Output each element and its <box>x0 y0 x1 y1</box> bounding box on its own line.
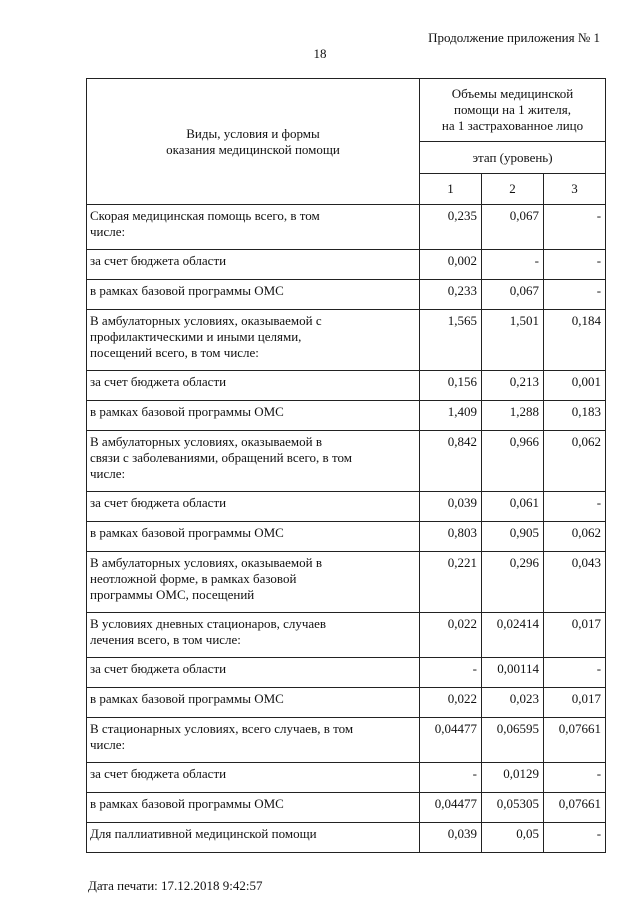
value-level-3: 0,184 <box>544 310 606 371</box>
value-level-3: - <box>544 763 606 793</box>
row-description-line: в рамках базовой программы ОМС <box>90 404 284 419</box>
value-level-3: 0,183 <box>544 401 606 431</box>
row-description-line: числе: <box>90 737 126 752</box>
row-description <box>87 205 420 250</box>
row-description-line: за счет бюджета области <box>90 374 227 389</box>
row-description-line: Для паллиативной медицинской помощи <box>90 826 317 841</box>
table-row <box>87 250 606 280</box>
table-row <box>87 552 606 613</box>
table-header <box>87 79 606 205</box>
value-level-3: - <box>544 205 606 250</box>
value-level-3: - <box>544 250 606 280</box>
row-description-line: неотложной форме, в рамках базовой <box>90 571 297 586</box>
row-description <box>87 280 420 310</box>
value-level-3: 0,017 <box>544 688 606 718</box>
value-level-1: 0,04477 <box>420 718 482 763</box>
value-level-1: 0,233 <box>420 280 482 310</box>
row-description-line: программы ОМС, посещений <box>90 587 255 602</box>
table-row <box>87 371 606 401</box>
table-row <box>87 492 606 522</box>
row-description-line: за счет бюджета области <box>90 253 227 268</box>
row-description <box>87 401 420 431</box>
table-row <box>87 718 606 763</box>
row-description-line: В амбулаторных условиях, оказываемой в <box>90 555 323 570</box>
table-row <box>87 793 606 823</box>
row-description <box>87 552 420 613</box>
value-level-1: 0,842 <box>420 431 482 492</box>
table-row <box>87 280 606 310</box>
value-level-3: 0,062 <box>544 522 606 552</box>
continuation-note: Продолжение приложения № 1 <box>428 30 600 45</box>
row-description-line: за счет бюджета области <box>90 495 227 510</box>
value-level-1: 0,221 <box>420 552 482 613</box>
volumes-header-line: помощи на 1 жителя, <box>454 102 572 117</box>
value-level-1: 0,039 <box>420 823 482 853</box>
page-number: 18 <box>313 46 327 61</box>
value-level-1: 1,409 <box>420 401 482 431</box>
row-description <box>87 522 420 552</box>
value-level-3: 0,07661 <box>544 793 606 823</box>
table-row <box>87 310 606 371</box>
value-level-1: - <box>420 763 482 793</box>
value-level-2: 0,067 <box>482 280 544 310</box>
column-header-volumes <box>420 79 606 142</box>
table-row <box>87 658 606 688</box>
value-level-3: - <box>544 823 606 853</box>
row-description-line: числе: <box>90 224 126 239</box>
row-description-line: Скорая медицинская помощь всего, в том <box>90 208 320 223</box>
row-description <box>87 431 420 492</box>
table-row <box>87 763 606 793</box>
table-row <box>87 688 606 718</box>
value-level-2: 0,067 <box>482 205 544 250</box>
value-level-1: 0,803 <box>420 522 482 552</box>
row-description <box>87 371 420 401</box>
value-level-2: 0,296 <box>482 552 544 613</box>
medical-care-volumes-table <box>86 78 606 853</box>
table-row <box>87 823 606 853</box>
value-level-3: 0,07661 <box>544 718 606 763</box>
value-level-2: 0,905 <box>482 522 544 552</box>
value-level-2: 0,00114 <box>482 658 544 688</box>
care-types-header-line: оказания медицинской помощи <box>166 141 340 157</box>
row-description <box>87 658 420 688</box>
care-types-header-line: Виды, условия и формы <box>186 125 320 141</box>
value-level-1: 0,235 <box>420 205 482 250</box>
value-level-2: 0,966 <box>482 431 544 492</box>
row-description <box>87 718 420 763</box>
value-level-2: 0,05305 <box>482 793 544 823</box>
value-level-3: - <box>544 280 606 310</box>
table-row <box>87 522 606 552</box>
column-header-level-2: 2 <box>482 174 544 205</box>
value-level-1: 1,565 <box>420 310 482 371</box>
row-description-line: В амбулаторных условиях, оказываемой в <box>90 434 323 449</box>
value-level-2: 0,02414 <box>482 613 544 658</box>
value-level-3: 0,062 <box>544 431 606 492</box>
row-description <box>87 250 420 280</box>
column-header-stage: этап (уровень) <box>420 142 606 174</box>
value-level-2: 1,501 <box>482 310 544 371</box>
row-description-line: в рамках базовой программы ОМС <box>90 796 284 811</box>
table-row <box>87 431 606 492</box>
row-description-line: за счет бюджета области <box>90 766 227 781</box>
value-level-3: 0,043 <box>544 552 606 613</box>
row-description-line: числе: <box>90 466 126 481</box>
value-level-2: - <box>482 250 544 280</box>
value-level-1: - <box>420 658 482 688</box>
value-level-2: 1,288 <box>482 401 544 431</box>
row-description-line: В стационарных условиях, всего случаев, в том <box>90 721 354 736</box>
table-body <box>87 205 606 853</box>
table-row <box>87 205 606 250</box>
row-description <box>87 793 420 823</box>
value-level-3: - <box>544 492 606 522</box>
value-level-3: - <box>544 658 606 688</box>
row-description <box>87 492 420 522</box>
row-description-line: за счет бюджета области <box>90 661 227 676</box>
value-level-3: 0,001 <box>544 371 606 401</box>
row-description <box>87 613 420 658</box>
volumes-header-line: на 1 застрахованное лицо <box>441 118 584 133</box>
row-description-line: связи с заболеваниями, обращений всего, в том <box>90 450 352 465</box>
value-level-1: 0,002 <box>420 250 482 280</box>
value-level-3: 0,017 <box>544 613 606 658</box>
row-description-line: профилактическими и иными целями, <box>90 329 302 344</box>
row-description <box>87 823 420 853</box>
value-level-1: 0,156 <box>420 371 482 401</box>
row-description <box>87 763 420 793</box>
row-description <box>87 688 420 718</box>
column-header-level-1: 1 <box>420 174 482 205</box>
value-level-1: 0,04477 <box>420 793 482 823</box>
row-description-line: в рамках базовой программы ОМС <box>90 283 284 298</box>
row-description-line: в рамках базовой программы ОМС <box>90 525 284 540</box>
row-description-line: в рамках базовой программы ОМС <box>90 691 284 706</box>
value-level-2: 0,0129 <box>482 763 544 793</box>
value-level-2: 0,061 <box>482 492 544 522</box>
value-level-2: 0,213 <box>482 371 544 401</box>
print-date: Дата печати: 17.12.2018 9:42:57 <box>88 878 263 893</box>
row-description-line: лечения всего, в том числе: <box>90 632 241 647</box>
column-header-care-types <box>87 79 420 205</box>
value-level-2: 0,05 <box>482 823 544 853</box>
row-description-line: В условиях дневных стационаров, случаев <box>90 616 327 631</box>
value-level-2: 0,06595 <box>482 718 544 763</box>
value-level-1: 0,039 <box>420 492 482 522</box>
row-description-line: посещений всего, в том числе: <box>90 345 259 360</box>
column-header-level-3: 3 <box>544 174 606 205</box>
table-row <box>87 613 606 658</box>
value-level-2: 0,023 <box>482 688 544 718</box>
row-description <box>87 310 420 371</box>
value-level-1: 0,022 <box>420 688 482 718</box>
table-row <box>87 401 606 431</box>
volumes-header-line: Объемы медицинской <box>451 86 574 101</box>
row-description-line: В амбулаторных условиях, оказываемой с <box>90 313 322 328</box>
value-level-1: 0,022 <box>420 613 482 658</box>
